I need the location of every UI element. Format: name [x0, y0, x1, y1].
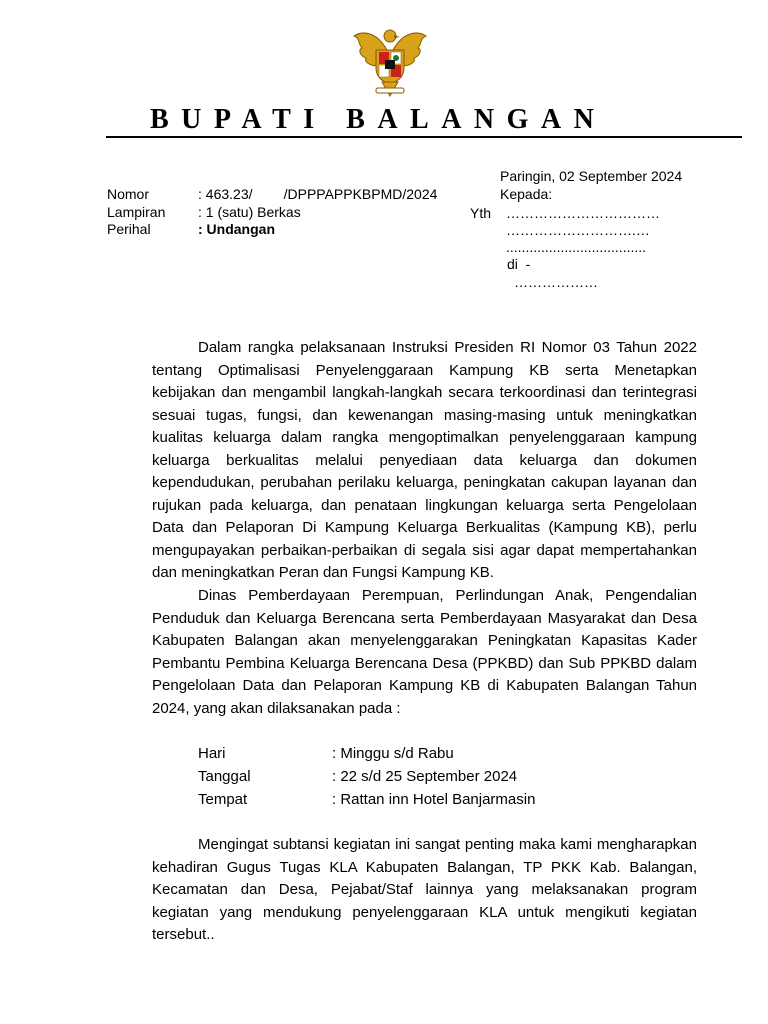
paragraph-line: Dinas Pemberdayaan Perempuan, Perlindungan Anak, Pengendalian — [198, 587, 697, 604]
paragraph-line: mengupayakan perbaikan-perbaikan di segala sisi agar dapat mempertahankan — [152, 541, 697, 559]
schedule-label-tanggal: Tanggal — [198, 768, 251, 785]
paragraph-line: tersebut.. — [152, 926, 215, 943]
lampiran-label: Lampiran — [107, 204, 166, 220]
paragraph-line: 2024, yang akan dilaksanakan pada : — [152, 699, 401, 717]
paragraph-2 — [152, 585, 697, 720]
nomor-label: Nomor — [107, 186, 150, 202]
paragraph-line: tentang Optimalisasi Penyelenggaraan Kampung KB serta Menetapkan — [152, 361, 697, 379]
recipient-line-3: .................................... — [506, 239, 647, 255]
paragraph-1 — [152, 337, 697, 585]
paragraph-line: Dalam rangka pelaksanaan Instruksi Presiden RI Nomor 03 Tahun 2022 — [198, 339, 697, 356]
perihal-label: Perihal — [107, 221, 151, 237]
garuda-emblem-icon — [348, 22, 432, 100]
schedule-value-hari: : Minggu s/d Rabu — [332, 745, 454, 762]
schedule-value-tempat: : Rattan inn Hotel Banjarmasin — [332, 791, 536, 808]
header-divider — [106, 136, 742, 138]
paragraph-line: rujukan pada keluarga, dan penataan lingkungan keluarga serta Pengelolaan — [152, 496, 697, 514]
schedule-label-tempat: Tempat — [198, 791, 248, 808]
paragraph-line: Data dan Pelaporan Di Kampung Keluarga Berkualitas (Kampung KB), perlu — [152, 519, 697, 536]
paragraph-line: kualitas keluarga dalam rangka mengoptimalkan penyelenggaraan kampung — [152, 429, 697, 446]
paragraph-line: keluarga berkualitas melalui penyediaan data keluarga dan dokumen — [152, 451, 697, 469]
place-date: Paringin, 02 September 2024 — [500, 168, 683, 184]
paragraph-3 — [152, 834, 697, 947]
paragraph-line: kependudukan, perubahan perilaku keluarga, peningkatan cakupan layanan dan — [152, 474, 697, 491]
paragraph-line: Pengelolaan Data dan Pelaporan Kampung KB di Kabupaten Balangan Tahun — [152, 677, 697, 694]
perihal-value: : Undangan — [198, 221, 275, 237]
paragraph-line: Kabupaten Balangan akan menyelenggarakan Peningkatan Kapasitas Kader — [152, 632, 697, 649]
lampiran-value: : 1 (satu) Berkas — [198, 204, 301, 220]
paragraph-line: kehadiran Gugus Tugas KLA Kabupaten Balangan, TP PKK Kab. Balangan, — [152, 858, 697, 876]
recipient-di: di - — [507, 256, 531, 272]
paragraph-line: kebijakan dan mengambil langkah-langkah secara terkoordinasi dan terintegrasi — [152, 384, 697, 401]
recipient-line-2: ……………………….… — [506, 222, 650, 238]
paragraph-line: sesuai tugas, fungsi, dan kewenangan masing-masing untuk meningkatkan — [152, 406, 697, 424]
nomor-value: : 463.23/ /DPPPAPPKBPMD/2024 — [198, 186, 438, 202]
recipient-line-1: …………………………… — [506, 205, 660, 221]
paragraph-line: kegiatan yang mendukung penyelenggaraan KLA untuk mengikuti kegiatan — [152, 903, 697, 921]
paragraph-line: Penduduk dan Keluarga Berencana serta Pemberdayaan Masyarakat dan Desa — [152, 609, 697, 627]
paragraph-line: Kecamatan dan Desa, Pejabat/Staf lainnya yang melaksanakan program — [152, 881, 697, 898]
paragraph-line: dan meningkatkan Peran dan Fungsi Kampung KB. — [152, 564, 494, 581]
schedule-value-tanggal: : 22 s/d 25 September 2024 — [332, 768, 518, 785]
paragraph-line: Pembantu Pembina Keluarga Berencana Desa (PPKBD) dan Sub PPKBD dalam — [152, 654, 697, 672]
paragraph-line: Mengingat subtansi kegiatan ini sangat penting maka kami mengharapkan — [198, 836, 697, 853]
yth-label: Yth — [470, 205, 492, 221]
schedule-label-hari: Hari — [198, 745, 226, 762]
letterhead-title: BUPATI BALANGAN — [150, 104, 607, 135]
kepada-label: Kepada: — [500, 186, 553, 202]
recipient-line-4: ……………… — [514, 274, 598, 290]
